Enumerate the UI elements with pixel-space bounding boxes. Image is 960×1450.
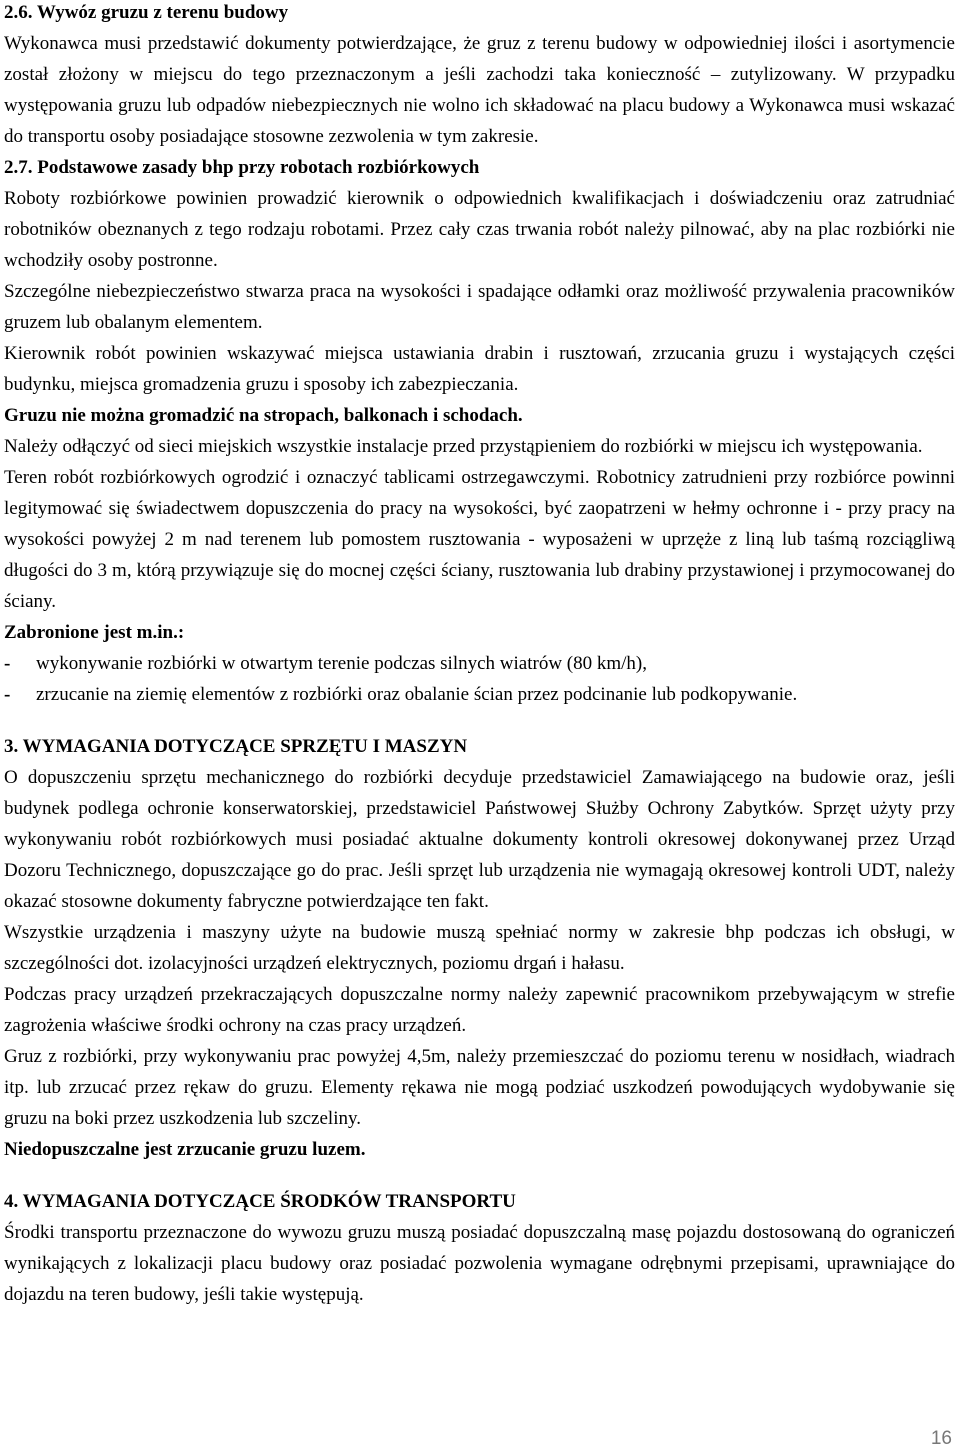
section-2-7-title: Podstawowe zasady bhp przy robotach rozbiórkowych xyxy=(37,157,480,178)
section-2-7-paragraph-2: Szczególne niebezpieczeństwo stwarza praca na wysokości i spadające odłamki oraz możliwość przywalenia pracowników gruzem lub obalanym elementem. xyxy=(4,281,955,333)
section-4-paragraph-1: Środki transportu przeznaczone do wywozu gruzu muszą posiadać dopuszczalną masę pojazdu dostosowaną do ograniczeń wynikających z lokalizacji placu budowy oraz posiadać pozwolenia wymagane odrębnymi przepisami, uprawniające do dojazdu na teren budowy, jeśli takie występują. xyxy=(4,1222,955,1305)
list-item xyxy=(4,679,955,710)
section-2-6-heading: 2.6. Wywóz gruzu z terenu budowy xyxy=(4,2,289,23)
section-3-paragraph-2: Wszystkie urządzenia i maszyny użyte na budowie muszą spełniać normy w zakresie bhp podczas ich obsługi, w szczególności dot. izolacyjności urządzeń elektrycznych, poziomu drgań i hałasu. xyxy=(4,922,955,974)
list-dash: - xyxy=(4,653,11,674)
list-item-text: wykonywanie rozbiórki w otwartym terenie podczas silnych wiatrów (80 km/h), xyxy=(36,653,648,674)
prohibited-heading: Zabronione jest m.in.: xyxy=(4,622,185,643)
list-item xyxy=(4,648,955,679)
section-4-heading: 4. WYMAGANIA DOTYCZĄCE ŚRODKÓW TRANSPORTU xyxy=(4,1191,516,1212)
page-number: 16 xyxy=(930,1428,952,1449)
section-2-7-paragraph-5: Należy odłączyć od sieci miejskich wszystkie instalacje przed przystąpieniem do rozbiórki w miejscu ich występowania. xyxy=(4,436,923,457)
section-2-7-heading xyxy=(4,152,955,183)
list-item-text: zrzucanie na ziemię elementów z rozbiórki oraz obalanie ścian przez podcinanie lub podkopywanie. xyxy=(36,684,798,705)
section-3-paragraph-1: O dopuszczeniu sprzętu mechanicznego do rozbiórki decyduje przedstawiciel Zamawiającego na budowie oraz, jeśli budynek podlega ochronie konserwatorskiej, przedstawiciel Państwowej Służby Ochrony Zabytków. Sprzęt użyty przy wykonywaniu robót rozbiórkowych musi posiadać aktualne dokumenty kontroli okresowej dokonywanej przez Urząd Dozoru Technicznego, dopuszczające go do prac. Jeśli sprzęt lub urządzenia nie wymagają okresowej kontroli UDT, należy okazać stosowne dokumenty fabryczne potwierdzające ten fakt. xyxy=(4,767,955,912)
list-dash: - xyxy=(4,684,11,705)
section-2-7-number: 2.7. xyxy=(4,157,33,178)
section-2-7-paragraph-3: Kierownik robót powinien wskazywać miejsca ustawiania drabin i rusztowań, zrzucania gruzu i wystających części budynku, miejsca gromadzenia gruzu i sposoby ich zabezpieczania. xyxy=(4,343,955,395)
section-spacer xyxy=(4,1165,955,1186)
section-spacer xyxy=(4,710,955,731)
document-page xyxy=(4,0,955,1310)
section-3-bold-note: Niedopuszczalne jest zrzucanie gruzu luzem. xyxy=(4,1139,366,1160)
section-3-paragraph-4: Gruz z rozbiórki, przy wykonywaniu prac powyżej 4,5m, należy przemieszczać do poziomu terenu w nosidłach, wiadrach itp. lub zrzucać przez rękaw do gruzu. Elementy rękawa nie mogą podziać uszkodzeń powodujących wydobywanie się gruzu na boki przez uszkodzenia lub szczeliny. xyxy=(4,1046,955,1129)
section-2-7-paragraph-6: Teren robót rozbiórkowych ogrodzić i oznaczyć tablicami ostrzegawczymi. Robotnicy zatrudnieni przy rozbiórce powinni legitymować się świadectwem dopuszczenia do pracy na wysokości, być zaopatrzeni w hełmy ochronne i - przy pracy na wysokości powyżej 2 m nad terenem lub pomostem rusztowania - wyposażeni w uprzęże z liną lub taśmą rozciągliwą długości do 3 m, którą przywiązuje się do mocnej części ściany, rusztowania lub drabiny przystawionej i przymocowanej do ściany. xyxy=(4,467,955,612)
section-3-heading: 3. WYMAGANIA DOTYCZĄCE SPRZĘTU I MASZYN xyxy=(4,736,468,757)
section-3-paragraph-3: Podczas pracy urządzeń przekraczających dopuszczalne normy należy zapewnić pracownikom przebywającym w strefie zagrożenia właściwe środki ochrony na czas pracy urządzeń. xyxy=(4,984,955,1036)
section-2-7-paragraph-1: Roboty rozbiórkowe powinien prowadzić kierownik o odpowiednich kwalifikacjach i doświadczeniu oraz zatrudniać robotników obeznanych z tego rodzaju robotami. Przez cały czas trwania robót należy pilnować, aby na plac rozbiórki nie wchodziły osoby postronne. xyxy=(4,188,955,271)
section-2-7-bold-note: Gruzu nie można gromadzić na stropach, balkonach i schodach. xyxy=(4,405,523,426)
section-2-6-paragraph: Wykonawca musi przedstawić dokumenty potwierdzające, że gruz z terenu budowy w odpowiedniej ilości i asortymencie został złożony w miejscu do tego przeznaczonym a jeśli zachodzi taka konieczność – zutylizowany. W przypadku występowania gruzu lub odpadów niebezpiecznych nie wolno ich składować na placu budowy a Wykonawca musi wskazać do transportu osoby posiadające stosowne zezwolenia w tym zakresie. xyxy=(4,33,955,147)
